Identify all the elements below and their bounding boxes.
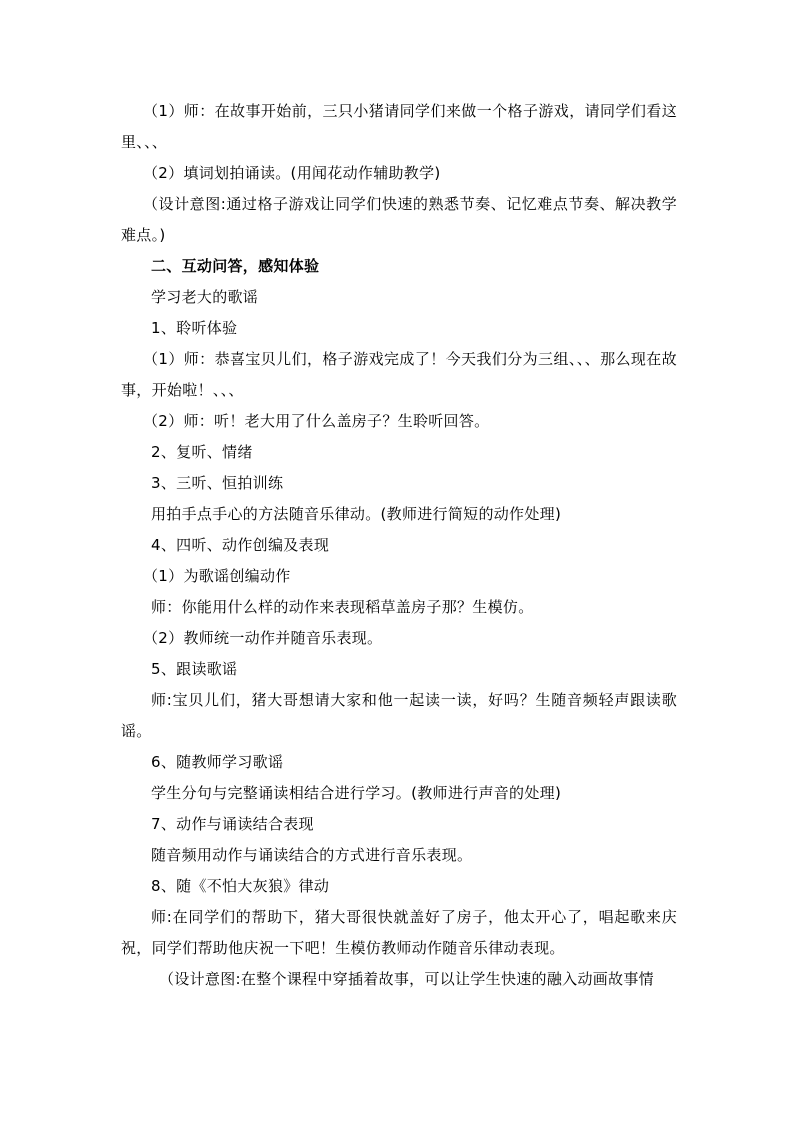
paragraph: 师：你能用什么样的动作来表现稻草盖房子那？生模仿。 xyxy=(151,598,534,616)
section-heading: 二、互动问答，感知体验 xyxy=(151,257,320,275)
paragraph: （设计意图:通过格子游戏让同学们快速的熟悉节奏、记忆难点节奏、解决教学难点。) xyxy=(121,195,677,244)
paragraph: 4、四听、动作创编及表现 xyxy=(151,536,330,554)
paragraph: 8、随《不怕大灰狼》律动 xyxy=(151,877,330,895)
paragraph: 学生分句与完整诵读相结合进行学习。(教师进行声音的处理) xyxy=(151,784,562,802)
paragraph: 5、跟读歌谣 xyxy=(151,660,238,678)
paragraph: （1）师：恭喜宝贝儿们，格子游戏完成了！今天我们分为三组、、、那么现在故事，开始啦！、、、 xyxy=(121,350,677,399)
paragraph: 用拍手点手心的方法随音乐律动。(教师进行简短的动作处理) xyxy=(151,505,562,523)
paragraph: （1）师：在故事开始前，三只小猪请同学们来做一个格子游戏，请同学们看这里、、、 xyxy=(121,102,677,151)
paragraph: 师:在同学们的帮助下，猪大哥很快就盖好了房子，他太开心了，唱起歌来庆祝，同学们帮助他庆祝一下吧！生模仿教师动作随音乐律动表现。 xyxy=(121,908,677,957)
paragraph: 学习老大的歌谣 xyxy=(151,288,259,306)
paragraph: 随音频用动作与诵读结合的方式进行音乐表现。 xyxy=(151,846,473,864)
paragraph: （2）师：听！老大用了什么盖房子？生聆听回答。 xyxy=(143,412,490,430)
paragraph: （设计意图:在整个课程中穿插着故事，可以让学生快速的融入动画故事情 xyxy=(159,970,654,988)
paragraph: 1、聆听体验 xyxy=(151,319,238,337)
paragraph: （2）教师统一动作并随音乐表现。 xyxy=(143,629,383,647)
paragraph: 2、复听、情绪 xyxy=(151,443,253,461)
document-body xyxy=(121,96,677,995)
paragraph: 3、三听、恒拍训练 xyxy=(151,474,284,492)
paragraph: （2）填词划拍诵读。(用闻花动作辅助教学) xyxy=(143,164,441,182)
paragraph: （1）为歌谣创编动作 xyxy=(143,567,291,585)
paragraph: 6、随教师学习歌谣 xyxy=(151,753,284,771)
paragraph: 7、动作与诵读结合表现 xyxy=(151,815,314,833)
paragraph: 师:宝贝儿们，猪大哥想请大家和他一起读一读，好吗？生随音频轻声跟读歌谣。 xyxy=(121,691,677,740)
